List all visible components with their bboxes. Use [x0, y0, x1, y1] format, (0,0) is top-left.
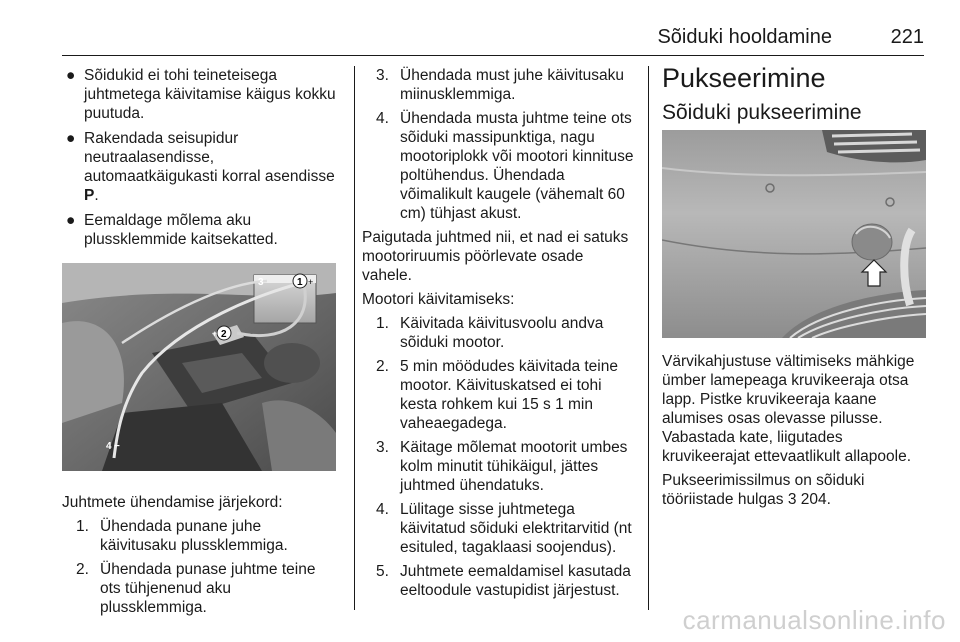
towing-eye-note: Pukseerimissilmus on sõiduki tööriistade hulgas 3 204. — [662, 472, 865, 508]
step-text: Ühendada punane juhe käivitusaku plussklemmiga. — [100, 518, 288, 554]
page-header — [62, 26, 924, 56]
svg-text:+: + — [308, 277, 314, 287]
numbered-step — [362, 66, 634, 104]
numbered-step — [362, 438, 634, 495]
step-text: Käitage mõlemat mootorit umbes kolm minutit tühikäigul, jättes juhtmed ühendatuks. — [400, 439, 628, 494]
numbered-step — [362, 500, 634, 557]
step-number: 4. — [376, 110, 389, 127]
numbered-step — [362, 562, 634, 600]
order-intro: Juhtmete ühendamise järjekord: — [62, 494, 283, 511]
bullet-item — [62, 66, 336, 123]
step-number: 5. — [376, 563, 389, 580]
step-number: 1. — [376, 315, 389, 332]
step-number: 4. — [376, 501, 389, 518]
svg-text:−: − — [114, 441, 120, 452]
column-1 — [62, 66, 336, 622]
bullet-text: Sõidukid ei tohi teineteisega juhtmetega käivitamise käigus kokku puutuda. — [84, 67, 336, 122]
bullet-text-end: . — [94, 187, 99, 204]
step-number: 3. — [376, 67, 389, 84]
numbered-step — [62, 560, 336, 617]
numbered-step — [62, 517, 336, 555]
header-rule — [62, 55, 924, 56]
column-divider — [354, 66, 355, 610]
section-heading: Pukseerimine — [662, 63, 826, 93]
bullet-dot: ● — [66, 67, 76, 84]
jump-start-illustration — [62, 263, 336, 471]
figure-label-3: 3 — [258, 277, 264, 288]
step-text: Ühendada must juhe käivitusaku miinusklemmiga. — [400, 67, 625, 103]
figure-label-1: 1 — [297, 277, 303, 288]
column-3 — [662, 63, 926, 514]
column-2 — [362, 66, 634, 605]
numbered-step — [362, 109, 634, 223]
cable-routing-note: Paigutada juhtmed nii, et nad ei satuks mootoriruumis pöörlevate osade vahele. — [362, 229, 629, 284]
bullet-text: Rakendada seisupidur neutraalasendisse, automaatkäigukasti korral asendisse — [84, 130, 335, 185]
bullet-text: Eemaldage mõlema aku plussklemmide kaitsekatted. — [84, 212, 278, 248]
bullet-dot: ● — [66, 130, 76, 147]
bullet-item — [62, 211, 336, 249]
svg-text:+: + — [212, 329, 218, 339]
step-number: 2. — [76, 561, 89, 578]
figure-label-2: 2 — [221, 329, 227, 340]
step-number: 2. — [376, 358, 389, 375]
column-divider — [648, 66, 649, 610]
step-text: Ühendada musta juhtme teine ots sõiduki massipunktiga, nagu mootoriplokk või mootori kinnituse poltühendus. Ühendada võimalikult kaugele (vähemalt 60 cm) tühjast akust. — [400, 110, 634, 222]
step-number: 1. — [76, 518, 89, 535]
bullet-item — [62, 129, 336, 205]
step-text: Ühendada punase juhtme teine ots tühjenenud aku plussklemmiga. — [100, 561, 316, 616]
towing-instructions: Värvikahjustuse vältimiseks mähkige ümber lamepeaga kruvikeeraja otsa lapp. Pistke kruvikeeraja kaane alumises osas olevasse pilusse. Vabastada kate, liigutades kruvikeerajat ettevaatlikult allapoole. — [662, 353, 915, 465]
watermark: carmanualsonline.info — [682, 605, 946, 635]
step-text: Juhtmete eemaldamisel kasutada eeltoodule vastupidist järjestust. — [400, 563, 631, 599]
page-number: 221 — [890, 26, 924, 48]
engine-bay-image — [62, 263, 336, 471]
step-text: 5 min möödudes käivitada teine mootor. Käivituskatsed ei tohi kesta rohkem kui 15 s 1 min vaheaegadega. — [400, 358, 618, 432]
numbered-step — [362, 314, 634, 352]
running-title: Sõiduki hooldamine — [657, 26, 832, 48]
step-number: 3. — [376, 439, 389, 456]
step-text: Käivitada käivitusvoolu andva sõiduki mootor. — [400, 315, 604, 351]
gear-position-p: P — [84, 187, 95, 204]
subsection-heading: Sõiduki pukseerimine — [662, 101, 862, 124]
numbered-step — [362, 357, 634, 433]
page-reference-link[interactable]: 3 204. — [787, 491, 831, 508]
bullet-dot: ● — [66, 212, 76, 229]
front-bumper-image — [662, 130, 926, 338]
bumper-illustration — [662, 130, 926, 338]
step-text: Lülitage sisse juhtmetega käivitatud sõiduki elektritarvitid (nt esituled, tagaklaasi soojendus). — [400, 501, 632, 556]
start-engine-intro: Mootori käivitamiseks: — [362, 291, 515, 308]
figure-label-4: 4 — [106, 441, 112, 452]
